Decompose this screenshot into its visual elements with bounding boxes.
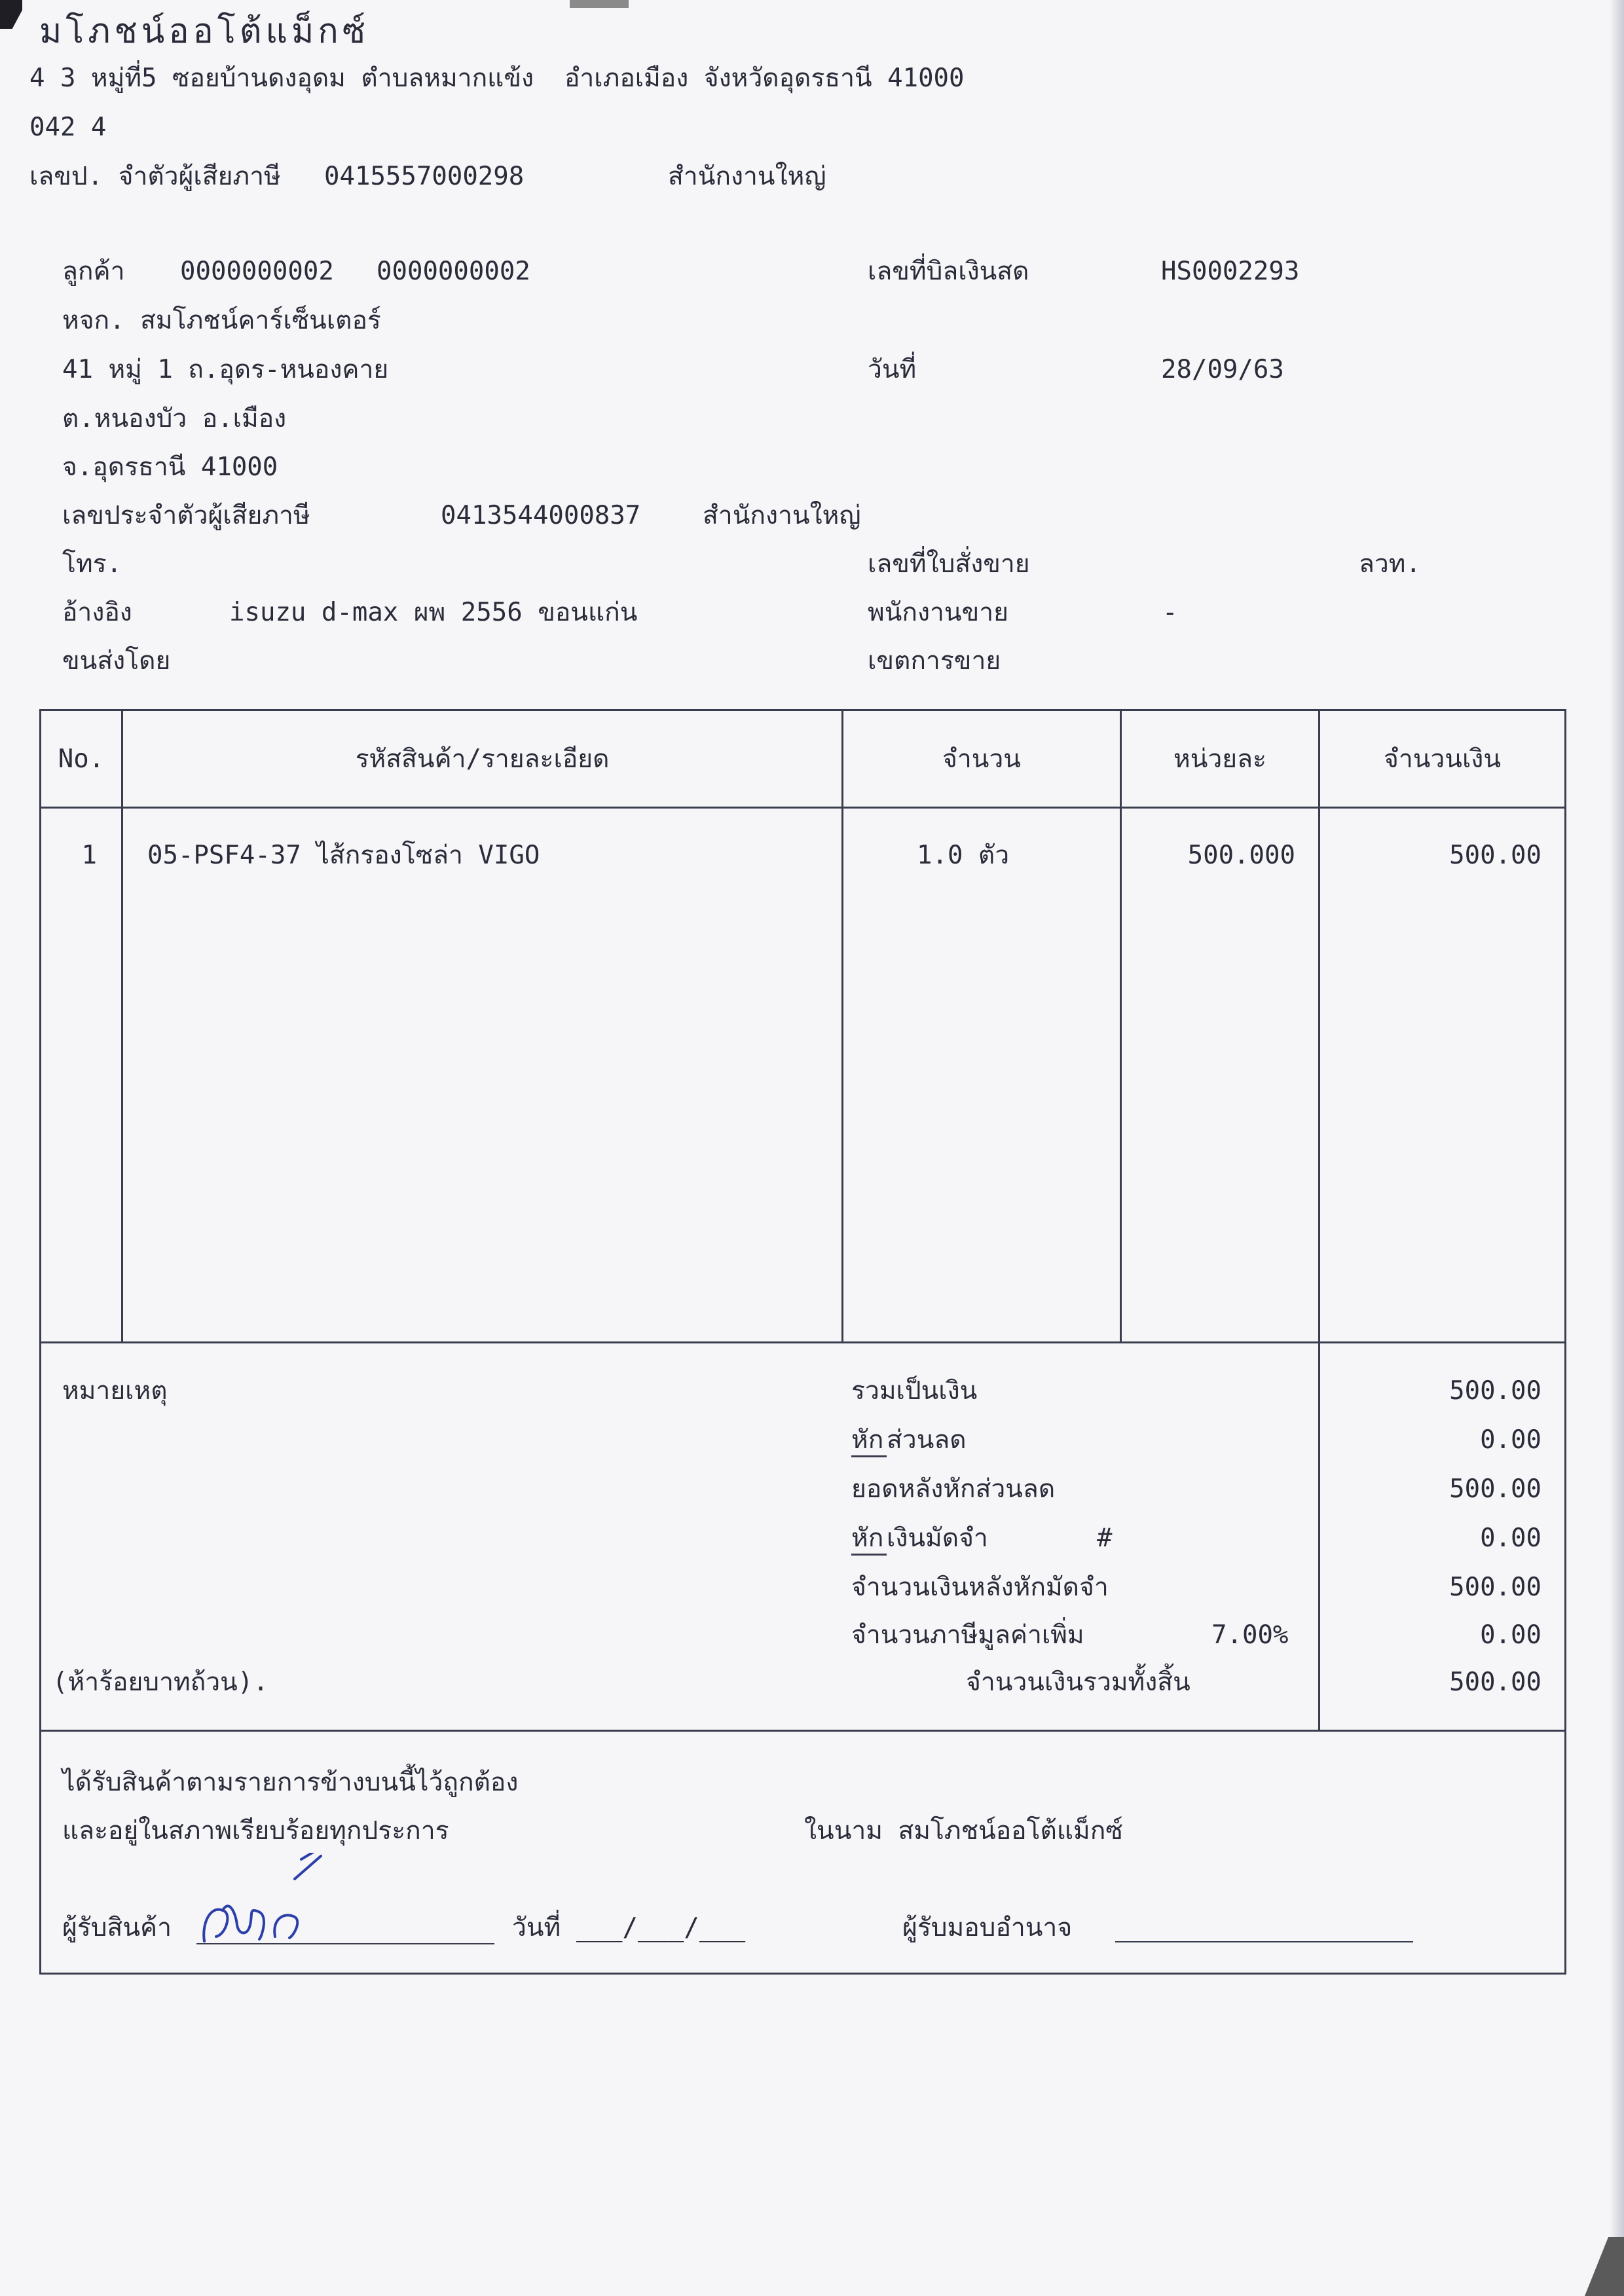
salesperson-value: - xyxy=(1162,598,1178,627)
column-divider-no xyxy=(121,709,123,1343)
customer-address-3: จ.อุดรธานี 41000 xyxy=(62,452,278,482)
frame-left-border xyxy=(39,709,41,1975)
customer-address-2: ต.หนองบัว อ.เมือง xyxy=(62,404,287,433)
grand-total-label: จำนวนเงินรวมทั้งสิ้น xyxy=(966,1667,1190,1697)
customer-address-1: 41 หมู่ 1 ถ.อุดร-หนองคาย xyxy=(62,355,389,384)
vat-rate: 7.00% xyxy=(1211,1620,1289,1650)
subtotal-value: 500.00 xyxy=(1449,1376,1541,1406)
frame-right-border xyxy=(1564,709,1566,1975)
row-quantity: 1.0 ตัว xyxy=(917,841,1010,870)
authorized-signature-line xyxy=(1115,1941,1413,1942)
header-amount: จำนวนเงิน xyxy=(1383,744,1501,774)
row-description: 05-PSF4-37 ไส้กรองโซล่า VIGO xyxy=(147,841,540,870)
after-deposit-label: จำนวนเงินหลังหักมัดจำ xyxy=(851,1573,1109,1602)
header-quantity: จำนวน xyxy=(942,744,1021,774)
vat-value: 0.00 xyxy=(1480,1620,1541,1650)
deposit-hash: # xyxy=(1097,1523,1113,1553)
customer-tax-id: 0413544000837 xyxy=(441,501,641,530)
customer-tax-label: เลขประจำตัวผู้เสียภาษี xyxy=(62,501,310,530)
reference-label: อ้างอิง xyxy=(62,598,132,627)
on-behalf-of: ในนาม สมโภชน์ออโต้แม็กซ์ xyxy=(804,1816,1123,1846)
after-deposit-value: 500.00 xyxy=(1449,1573,1541,1602)
row-unit-price: 500.000 xyxy=(1187,841,1295,870)
authorized-signer-label: ผู้รับมอบอำนาจ xyxy=(902,1913,1073,1942)
receive-date-label: วันที่ xyxy=(512,1913,561,1942)
amount-in-words: (ห้าร้อยบาทถ้วน). xyxy=(52,1667,268,1697)
sales-order-code: ลวท. xyxy=(1359,549,1421,579)
bill-date-label: วันที่ xyxy=(868,355,917,384)
company-tax-label: เลขป. จำตัวผู้เสียภาษี xyxy=(29,162,281,191)
sales-order-label: เลขที่ใบสั่งขาย xyxy=(868,549,1030,579)
scan-top-mark xyxy=(570,0,629,8)
customer-code-1: 0000000002 xyxy=(180,257,334,286)
receiver-label: ผู้รับสินค้า xyxy=(62,1913,172,1942)
customer-label: ลูกค้า xyxy=(62,257,125,286)
receive-date-blank: ___/___/___ xyxy=(576,1913,746,1942)
customer-phone-label: โทร. xyxy=(62,549,122,579)
footer-bottom-border xyxy=(39,1973,1566,1975)
table-top-border xyxy=(39,709,1566,711)
after-discount-value: 500.00 xyxy=(1449,1474,1541,1504)
column-divider-qty xyxy=(1120,709,1122,1343)
scan-bottom-edge xyxy=(1585,2237,1624,2296)
bill-number: HS0002293 xyxy=(1161,257,1300,286)
row-no: 1 xyxy=(81,841,97,870)
customer-branch: สำนักงานใหญ่ xyxy=(703,501,861,530)
discount-value: 0.00 xyxy=(1480,1425,1541,1455)
receiver-signature xyxy=(196,1853,327,1951)
deposit-prefix: หัก xyxy=(851,1523,884,1553)
deposit-label: เงินมัดจำ xyxy=(887,1523,988,1553)
header-unit-price: หน่วยละ xyxy=(1173,744,1266,774)
header-no: No. xyxy=(58,744,105,774)
signature-scribble xyxy=(196,1853,327,1951)
remark-label: หมายเหตุ xyxy=(62,1376,168,1406)
discount-prefix-underline xyxy=(851,1455,887,1457)
received-statement-line-1: ได้รับสินค้าตามรายการข้างบนนี้ไว้ถูกต้อง xyxy=(62,1768,519,1797)
column-divider-desc xyxy=(841,709,843,1343)
customer-name: หจก. สมโภชน์คาร์เซ็นเตอร์ xyxy=(62,306,381,335)
deposit-prefix-underline xyxy=(851,1554,887,1556)
after-discount-label: ยอดหลังหักส่วนลด xyxy=(851,1474,1056,1504)
summary-bottom-border xyxy=(39,1730,1566,1732)
bill-date: 28/09/63 xyxy=(1161,355,1284,384)
received-statement-line-2: และอยู่ในสภาพเรียบร้อยทุกประการ xyxy=(62,1816,449,1846)
table-body-bottom-border xyxy=(39,1341,1566,1343)
customer-code-2: 0000000002 xyxy=(377,257,530,286)
table-header-border xyxy=(39,807,1566,809)
scan-corner-mark xyxy=(0,0,22,29)
sales-zone-label: เขตการขาย xyxy=(868,646,1001,676)
subtotal-label: รวมเป็นเงิน xyxy=(851,1376,978,1406)
discount-label: ส่วนลด xyxy=(887,1425,967,1455)
discount-prefix: หัก xyxy=(851,1425,884,1455)
bill-number-label: เลขที่บิลเงินสด xyxy=(868,257,1029,286)
company-phone: 042 4 xyxy=(29,113,107,142)
row-amount: 500.00 xyxy=(1449,841,1541,870)
company-tax-id: 0415557000298 xyxy=(324,162,525,191)
ship-by-label: ขนส่งโดย xyxy=(62,646,171,676)
deposit-value: 0.00 xyxy=(1480,1523,1541,1553)
company-branch: สำนักงานใหญ่ xyxy=(668,162,826,191)
salesperson-label: พนักงานขาย xyxy=(868,598,1008,627)
company-address: 4 3 หมู่ที่5 ซอยบ้านดงอุดม ตำบลหมากแข้ง อำเภอเมือง จังหวัดอุดรธานี 41000 xyxy=(29,64,965,93)
grand-total-value: 500.00 xyxy=(1449,1667,1541,1697)
reference-value: isuzu d-max ผพ 2556 ขอนแก่น xyxy=(229,598,638,627)
header-description: รหัสสินค้า/รายละเอียด xyxy=(355,744,610,774)
vat-label: จำนวนภาษีมูลค่าเพิ่ม xyxy=(851,1620,1084,1650)
company-name: มโภชน์ออโต้แม็กซ์ xyxy=(39,12,370,51)
scan-right-edge xyxy=(1610,0,1624,2296)
